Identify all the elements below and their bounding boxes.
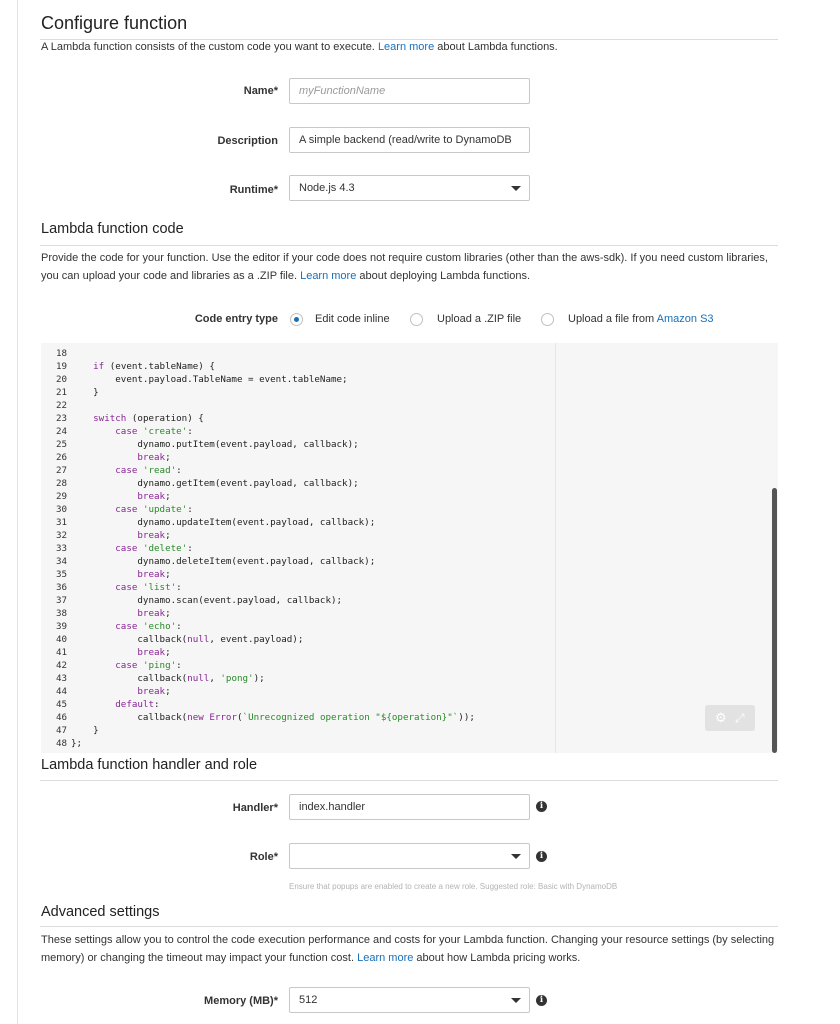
code-token: null xyxy=(187,673,210,684)
editor-scrollbar[interactable] xyxy=(772,488,777,753)
line-number: 28 xyxy=(56,478,68,489)
code-desc-suffix: about deploying Lambda functions. xyxy=(359,270,531,282)
line-number: 45 xyxy=(56,699,68,710)
code-text xyxy=(71,620,182,633)
code-token xyxy=(71,530,137,541)
amazon-s3-link[interactable]: Amazon S3 xyxy=(656,313,714,325)
code-desc-text: Provide the code for your function. Use the editor if your code does not require custom libraries (other than the aws-sdk). If you need custom libraries, you can upload your code and libraries as a .ZIP file. xyxy=(41,252,768,282)
editor-toolbar xyxy=(705,705,755,731)
code-token: 'pong' xyxy=(220,673,254,684)
code-text xyxy=(71,529,171,542)
line-number: 29 xyxy=(56,491,68,502)
line-number: 20 xyxy=(56,374,68,385)
line-number: 43 xyxy=(56,673,68,684)
intro-suffix: about Lambda functions. xyxy=(437,41,558,53)
code-text xyxy=(71,659,182,672)
code-token xyxy=(71,504,115,515)
advanced-section-title: Advanced settings xyxy=(41,904,160,920)
handler-label: Handler* xyxy=(232,802,278,814)
code-token: Error xyxy=(209,712,237,723)
code-text xyxy=(71,360,215,373)
code-token: case xyxy=(115,465,138,476)
code-token: 'list' xyxy=(142,582,177,593)
code-token: (event.tableName) { xyxy=(104,361,215,372)
code-entry-type-label: Code entry type xyxy=(194,313,278,325)
code-line[interactable] xyxy=(41,503,778,516)
code-token: dynamo.getItem(event.payload, callback); xyxy=(71,478,359,489)
line-number: 46 xyxy=(56,712,68,723)
code-token: , event.payload); xyxy=(209,634,304,645)
code-line[interactable] xyxy=(41,698,778,711)
code-token xyxy=(71,686,137,697)
code-text xyxy=(71,633,303,646)
code-line[interactable] xyxy=(41,386,778,399)
code-token: callback( xyxy=(71,712,188,723)
code-text xyxy=(71,672,265,685)
line-number: 36 xyxy=(56,582,68,593)
line-number: 25 xyxy=(56,439,68,450)
code-token: ( xyxy=(237,712,243,723)
code-token: dynamo.putItem(event.payload, callback); xyxy=(71,439,359,450)
description-label: Description xyxy=(217,135,278,147)
code-text xyxy=(71,737,82,750)
code-token xyxy=(71,413,93,424)
code-line[interactable] xyxy=(41,685,778,698)
divider xyxy=(40,926,778,927)
code-text xyxy=(71,451,171,464)
line-number: 30 xyxy=(56,504,68,515)
left-border xyxy=(17,0,18,1024)
code-line[interactable] xyxy=(41,724,778,737)
line-number: 22 xyxy=(56,400,68,411)
code-token: : xyxy=(187,543,193,554)
advanced-description xyxy=(41,931,781,967)
code-text xyxy=(71,594,342,607)
line-number: 26 xyxy=(56,452,68,463)
code-token: } xyxy=(71,725,99,736)
code-line[interactable] xyxy=(41,620,778,633)
code-line[interactable] xyxy=(41,542,778,555)
code-text xyxy=(71,698,160,711)
code-text xyxy=(71,646,171,659)
code-line[interactable] xyxy=(41,438,778,451)
code-section-title: Lambda function code xyxy=(41,221,184,237)
learn-more-link[interactable]: Learn more xyxy=(300,270,357,282)
code-editor[interactable] xyxy=(41,343,778,753)
code-text xyxy=(71,438,359,451)
code-line[interactable] xyxy=(41,646,778,659)
radio-upload-zip[interactable] xyxy=(410,313,423,326)
intro-text: A Lambda function consists of the custom code you want to execute. xyxy=(41,41,375,53)
code-token xyxy=(71,452,137,463)
code-token xyxy=(71,660,115,671)
line-number: 35 xyxy=(56,569,68,580)
code-line[interactable] xyxy=(41,412,778,425)
code-token xyxy=(71,426,115,437)
line-number: 38 xyxy=(56,608,68,619)
code-section-description xyxy=(41,249,781,285)
code-token: )); xyxy=(458,712,475,723)
code-line[interactable] xyxy=(41,529,778,542)
code-text xyxy=(71,373,348,386)
code-text xyxy=(71,555,375,568)
line-number: 18 xyxy=(56,348,68,359)
code-text xyxy=(71,711,475,724)
code-token xyxy=(71,582,115,593)
code-line[interactable] xyxy=(41,607,778,620)
name-input[interactable] xyxy=(289,78,530,104)
code-token: event.payload.TableName = event.tableName; xyxy=(71,374,348,385)
code-token: } xyxy=(71,387,99,398)
code-text xyxy=(71,425,193,438)
memory-label: Memory (MB)* xyxy=(204,995,278,1007)
line-number: 34 xyxy=(56,556,68,567)
name-label: Name* xyxy=(243,85,278,97)
learn-more-link[interactable]: Learn more xyxy=(357,952,414,964)
code-token: break xyxy=(137,452,166,463)
code-token xyxy=(71,569,137,580)
code-text xyxy=(71,542,193,555)
code-token: 'delete' xyxy=(142,543,188,554)
code-token: 'create' xyxy=(142,426,188,437)
code-lines[interactable] xyxy=(41,347,778,750)
code-token: break xyxy=(137,530,166,541)
code-text xyxy=(71,607,171,620)
code-token xyxy=(71,491,137,502)
code-token: break xyxy=(137,608,166,619)
code-token: 'update' xyxy=(142,504,188,515)
code-line[interactable] xyxy=(41,399,778,412)
code-token: `Unrecognized operation "${operation}"` xyxy=(242,712,459,723)
role-select[interactable] xyxy=(289,843,530,869)
code-token xyxy=(71,361,93,372)
code-token: break xyxy=(137,647,166,658)
role-hint: Ensure that popups are enabled to create a new role. Suggested role: Basic with DynamoDB xyxy=(289,882,618,891)
code-token: ; xyxy=(165,608,171,619)
code-line[interactable] xyxy=(41,555,778,568)
chevron-down-icon xyxy=(511,854,521,859)
line-number: 44 xyxy=(56,686,68,697)
handler-input[interactable] xyxy=(289,794,530,820)
line-number: 39 xyxy=(56,621,68,632)
code-token: case xyxy=(115,504,138,515)
code-line[interactable] xyxy=(41,633,778,646)
code-token: dynamo.scan(event.payload, callback); xyxy=(71,595,343,606)
code-token: callback( xyxy=(71,634,188,645)
code-token: ); xyxy=(253,673,265,684)
advanced-desc-suffix: about how Lambda pricing works. xyxy=(416,952,581,964)
runtime-label: Runtime* xyxy=(229,184,278,196)
line-number: 27 xyxy=(56,465,68,476)
divider xyxy=(40,245,778,246)
code-token: if xyxy=(93,361,105,372)
code-line[interactable] xyxy=(41,672,778,685)
advanced-desc-text: These settings allow you to control the code execution performance and costs for your Lambda function. Changing your resource settings (by selecting memory) or changing the timeout may impact your function cost. xyxy=(41,934,775,964)
line-number: 32 xyxy=(56,530,68,541)
code-line[interactable] xyxy=(41,477,778,490)
code-line[interactable] xyxy=(41,516,778,529)
chevron-down-icon xyxy=(511,186,521,191)
radio-label-edit-inline[interactable]: Edit code inline xyxy=(315,313,390,325)
code-token: : xyxy=(154,699,160,710)
code-line[interactable] xyxy=(41,594,778,607)
memory-value: 512 xyxy=(299,994,318,1006)
code-token: ; xyxy=(165,530,171,541)
role-label: Role* xyxy=(249,851,278,863)
code-line[interactable] xyxy=(41,360,778,373)
code-line[interactable] xyxy=(41,425,778,438)
line-number: 19 xyxy=(56,361,68,372)
code-token: break xyxy=(137,686,166,697)
code-token: case xyxy=(115,621,138,632)
chevron-down-icon xyxy=(511,998,521,1003)
description-input[interactable] xyxy=(289,127,530,153)
page-title: Configure function xyxy=(41,13,188,33)
code-text xyxy=(71,516,375,529)
code-text xyxy=(71,685,171,698)
code-text xyxy=(71,503,193,516)
code-line[interactable] xyxy=(41,711,778,724)
code-token: 'read' xyxy=(142,465,177,476)
line-number: 40 xyxy=(56,634,68,645)
code-token: ; xyxy=(165,452,171,463)
info-icon[interactable]: i xyxy=(536,851,547,862)
code-line[interactable] xyxy=(41,373,778,386)
code-text xyxy=(71,412,204,425)
code-line[interactable] xyxy=(41,490,778,503)
configure-intro xyxy=(41,38,781,56)
radio-edit-inline[interactable] xyxy=(290,313,303,326)
code-token: : xyxy=(176,621,182,632)
runtime-select[interactable] xyxy=(289,175,530,201)
radio-label-upload-s3[interactable] xyxy=(568,313,714,325)
divider xyxy=(40,780,778,781)
code-text xyxy=(71,386,99,399)
code-token: ; xyxy=(165,569,171,580)
code-token: 'ping' xyxy=(142,660,177,671)
code-token: new xyxy=(187,712,204,723)
code-token: ; xyxy=(165,647,171,658)
line-number: 37 xyxy=(56,595,68,606)
code-token: ; xyxy=(165,686,171,697)
code-token: case xyxy=(115,426,138,437)
line-number: 31 xyxy=(56,517,68,528)
code-token: null xyxy=(187,634,210,645)
code-token: , xyxy=(209,673,221,684)
code-token xyxy=(71,647,137,658)
code-token: default xyxy=(115,699,154,710)
code-token: case xyxy=(115,660,138,671)
line-number: 23 xyxy=(56,413,68,424)
code-token: : xyxy=(176,582,182,593)
code-token: }; xyxy=(71,738,83,749)
code-token xyxy=(71,608,137,619)
code-token xyxy=(71,699,115,710)
code-entry-type-group xyxy=(0,312,840,328)
code-line[interactable] xyxy=(41,659,778,672)
code-text xyxy=(71,724,99,737)
handler-section-title: Lambda function handler and role xyxy=(41,757,258,773)
code-token xyxy=(71,543,115,554)
runtime-value: Node.js 4.3 xyxy=(299,182,355,194)
info-icon[interactable]: i xyxy=(536,995,547,1006)
code-token: ; xyxy=(165,491,171,502)
code-text xyxy=(71,581,182,594)
code-token: switch xyxy=(93,413,127,424)
line-number: 48 xyxy=(56,738,68,749)
line-number: 33 xyxy=(56,543,68,554)
code-token: case xyxy=(115,543,138,554)
code-text xyxy=(71,568,171,581)
expand-icon[interactable]: ⤢ xyxy=(735,711,745,725)
code-token: dynamo.updateItem(event.payload, callback); xyxy=(71,517,376,528)
code-token: : xyxy=(187,426,193,437)
code-token: (operation) { xyxy=(126,413,204,424)
code-line[interactable] xyxy=(41,464,778,477)
line-number: 47 xyxy=(56,725,68,736)
code-line[interactable] xyxy=(41,581,778,594)
code-token xyxy=(71,621,115,632)
line-number: 42 xyxy=(56,660,68,671)
info-icon[interactable]: i xyxy=(536,801,547,812)
code-token: break xyxy=(137,569,166,580)
memory-select[interactable] xyxy=(289,987,530,1013)
code-token: break xyxy=(137,491,166,502)
radio-label-upload-zip[interactable]: Upload a .ZIP file xyxy=(437,313,522,325)
code-text xyxy=(71,477,359,490)
line-number: 41 xyxy=(56,647,68,658)
radio-upload-s3[interactable] xyxy=(541,313,554,326)
gear-icon[interactable]: ⚙ xyxy=(715,710,727,725)
code-line[interactable] xyxy=(41,451,778,464)
code-text xyxy=(71,464,182,477)
code-text xyxy=(71,490,171,503)
line-number: 24 xyxy=(56,426,68,437)
code-token: : xyxy=(187,504,193,515)
code-token: dynamo.deleteItem(event.payload, callback); xyxy=(71,556,376,567)
code-token xyxy=(71,465,115,476)
s3-label-text: Upload a file from xyxy=(568,313,655,325)
code-line[interactable] xyxy=(41,568,778,581)
line-number: 21 xyxy=(56,387,68,398)
code-token: callback( xyxy=(71,673,188,684)
code-token: case xyxy=(115,582,138,593)
code-token: : xyxy=(176,465,182,476)
learn-more-link[interactable]: Learn more xyxy=(377,41,435,53)
code-line[interactable] xyxy=(41,347,778,360)
code-token: : xyxy=(176,660,182,671)
code-line[interactable] xyxy=(41,737,778,750)
code-token: 'echo' xyxy=(142,621,177,632)
